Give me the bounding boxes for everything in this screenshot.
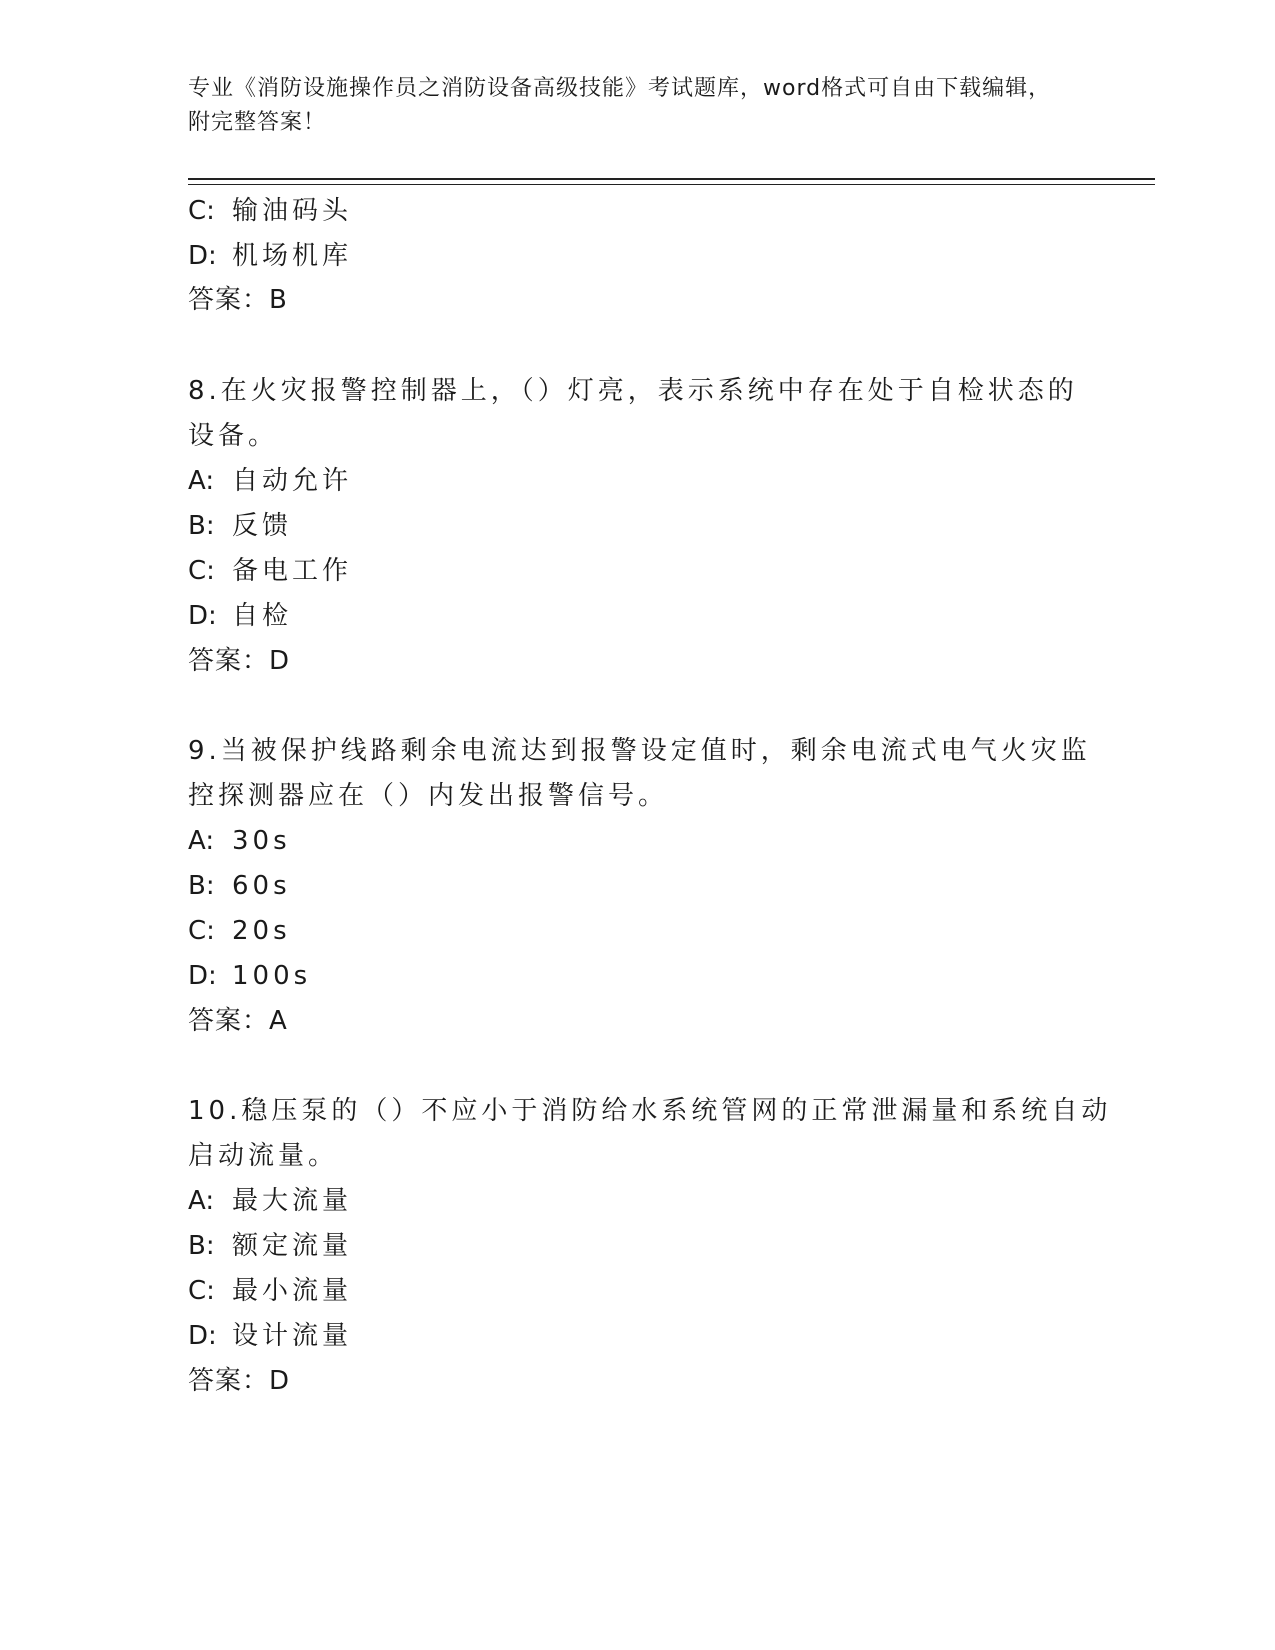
option-text: 设计流量 [232,1321,353,1351]
option-text: 最大流量 [232,1186,353,1216]
question-text-continued: 控探测器应在（）内发出报警信号。 [188,781,669,811]
option-a [188,1183,352,1219]
option-d [188,598,292,634]
option-text: 20s [232,916,291,946]
option-letter: D: [188,241,217,271]
option-text: 最小流量 [232,1276,353,1306]
answer-line: 答案：D [188,646,291,676]
question-text-continued: 设备。 [188,421,279,451]
option-letter: B: [188,871,215,901]
option-b [188,868,291,904]
option-text: 自动允许 [232,466,353,496]
option-c [188,553,352,589]
option-text: 输油码头 [232,196,353,226]
option-d [188,958,311,994]
header-divider-top [188,178,1155,180]
option-letter: B: [188,1231,215,1261]
option-c [188,193,352,229]
question-text: 9.当被保护线路剩余电流达到报警设定值时，剩余电流式电气火灾监 [188,736,1091,766]
option-letter: C: [188,556,215,586]
answer-line: 答案：A [188,1006,288,1036]
option-c [188,1273,352,1309]
option-b [188,508,292,544]
option-text: 额定流量 [232,1231,353,1261]
option-letter: A: [188,826,215,856]
option-a [188,463,352,499]
option-b [188,1228,352,1264]
document-header: 专业《消防设施操作员之消防设备高级技能》考试题库，word格式可自由下载编辑，附完整答案！ [188,76,1052,135]
question-text: 10.稳压泵的（）不应小于消防给水系统管网的正常泄漏量和系统自动 [188,1096,1112,1126]
option-text: 30s [232,826,291,856]
option-letter: A: [188,466,215,496]
option-c [188,913,291,949]
option-letter: C: [188,916,215,946]
option-a [188,823,291,859]
question-text: 8.在火灾报警控制器上，（）灯亮，表示系统中存在处于自检状态的 [188,376,1078,406]
option-d [188,1318,352,1354]
question-text-continued: 启动流量。 [188,1141,339,1171]
option-text: 自检 [232,601,293,631]
answer-line: 答案：D [188,1366,291,1396]
option-letter: D: [188,1321,217,1351]
option-d [188,238,352,274]
header-divider-bottom [188,184,1155,185]
option-letter: D: [188,961,217,991]
option-letter: C: [188,196,215,226]
option-text: 100s [232,961,312,991]
option-letter: C: [188,1276,215,1306]
option-letter: D: [188,601,217,631]
option-text: 备电工作 [232,556,353,586]
option-text: 反馈 [232,511,293,541]
option-text: 机场机库 [232,241,353,271]
option-letter: A: [188,1186,215,1216]
option-text: 60s [232,871,291,901]
answer-line: 答案：B [188,285,288,315]
option-letter: B: [188,511,215,541]
